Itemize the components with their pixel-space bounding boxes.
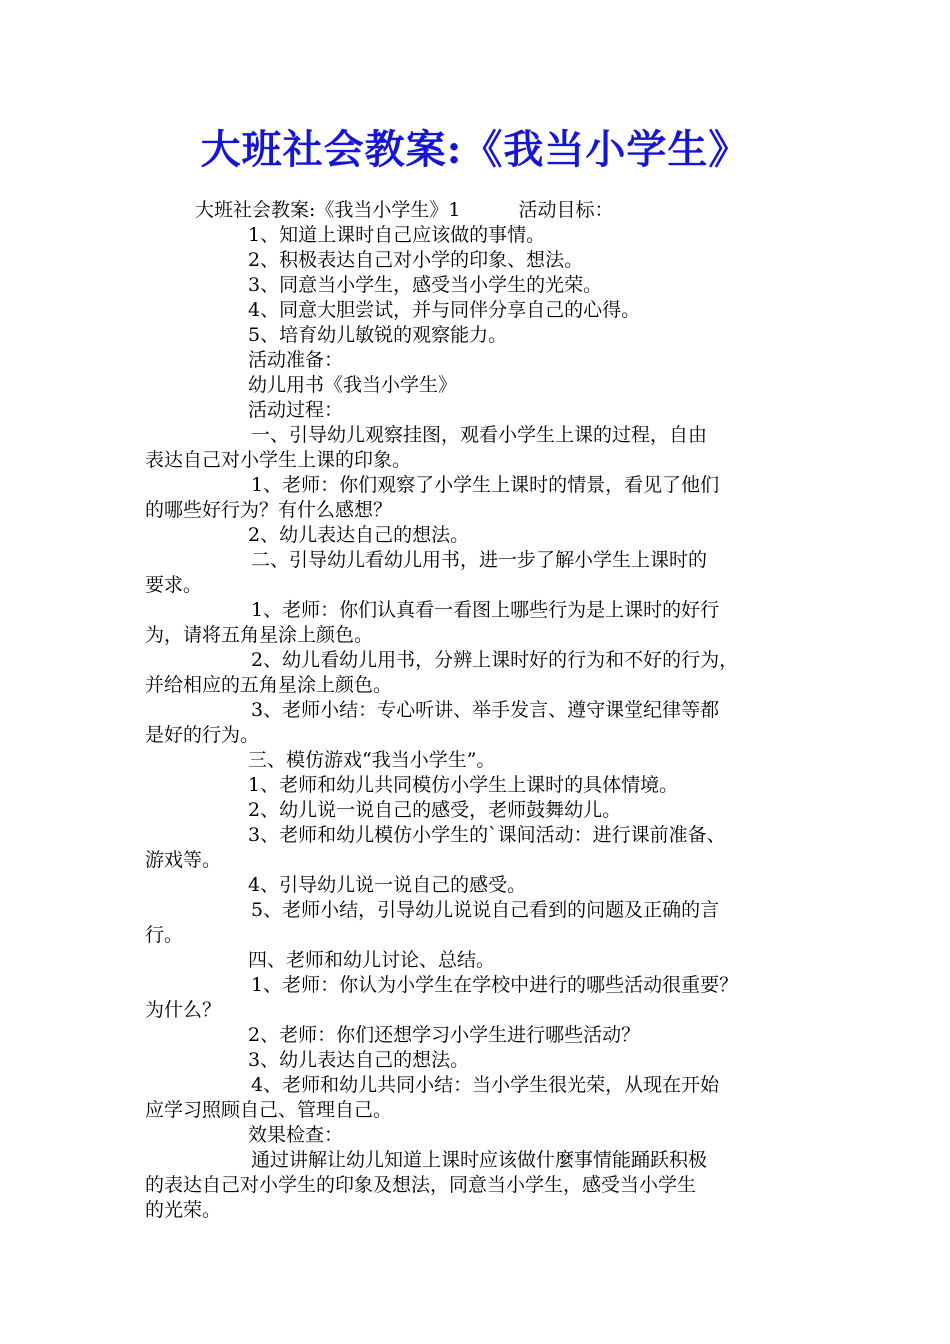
- body-line-tail: 活动目标：: [518, 199, 614, 221]
- body-line: [145, 723, 825, 748]
- body-line: [145, 823, 825, 848]
- body-line-text: 2、积极表达自己对小学的印象、想法。: [248, 249, 584, 271]
- body-line-text: 活动过程：: [248, 399, 344, 421]
- body-line: [145, 898, 825, 923]
- body-line: [145, 348, 825, 373]
- body-line-text: 3、幼儿表达自己的想法。: [248, 1049, 470, 1071]
- body-line-text: 并给相应的五角星涂上颜色。: [145, 674, 393, 696]
- body-line: [145, 1148, 825, 1173]
- body-line-text: 4、同意大胆尝试，并与同伴分享自己的心得。: [248, 299, 641, 321]
- body-line-text: 3、老师小结：专心听讲、举手发言、遵守课堂纪律等都: [251, 699, 720, 721]
- body-line-text: 表达自己对小学生上课的印象。: [145, 449, 412, 471]
- body-line: [145, 773, 825, 798]
- body-line: [145, 848, 825, 873]
- body-line: [145, 973, 825, 998]
- body-line-text: 通过讲解让幼儿知道上课时应该做什麼事情能踊跃积极: [251, 1149, 708, 1171]
- body-line-text: 四、老师和幼儿讨论、总结。: [248, 949, 496, 971]
- body-line-text: 2、幼儿说一说自己的感受，老师鼓舞幼儿。: [248, 799, 622, 821]
- body-line-text: 为，请将五角星涂上颜色。: [145, 624, 374, 646]
- body-line-text: 行。: [145, 924, 184, 946]
- body-line: [145, 998, 825, 1023]
- body-line-text: 效果检查：: [248, 1124, 344, 1146]
- body-line-text: 1、老师和幼儿共同模仿小学生上课时的具体情境。: [248, 774, 679, 796]
- body-line-text: 1、老师：你们认真看一看图上哪些行为是上课时的好行: [251, 599, 720, 621]
- body-line-text: 1、老师：你们观察了小学生上课时的情景，看见了他们: [251, 474, 720, 496]
- body-line-text: 3、同意当小学生，感受当小学生的光荣。: [248, 274, 603, 296]
- body-line-text: 一、引导幼儿观察挂图，观看小学生上课的过程，自由: [251, 424, 708, 446]
- body-line: [145, 673, 825, 698]
- body-line: [145, 273, 825, 298]
- body-line-text: 5、培育幼儿敏锐的观察能力。: [248, 324, 508, 346]
- body-line-text: 的哪些好行为？有什么感想？: [145, 499, 393, 521]
- body-line: [145, 1098, 825, 1123]
- body-line: [145, 648, 825, 673]
- body-line-text: 1、老师：你认为小学生在学校中进行的哪些活动很重要？: [251, 974, 739, 996]
- body-line-text: 要求。: [145, 574, 203, 596]
- body-line-text: 活动准备：: [248, 349, 344, 371]
- body-line-text: 2、幼儿看幼儿用书，分辨上课时好的行为和不好的行为，: [251, 649, 739, 671]
- body-line-text: 是好的行为。: [145, 724, 260, 746]
- body-line-text: 幼儿用书《我当小学生》: [248, 374, 458, 396]
- body-line: [145, 1023, 825, 1048]
- body-line: [145, 423, 825, 448]
- body-line: [145, 373, 825, 398]
- body-line: [145, 398, 825, 423]
- body-line: [145, 198, 825, 223]
- body-line: [145, 623, 825, 648]
- body-line: [145, 923, 825, 948]
- body-line: [145, 448, 825, 473]
- body-line: [145, 548, 825, 573]
- body-line: [145, 1123, 825, 1148]
- body-line: [145, 1048, 825, 1073]
- body-line: [145, 698, 825, 723]
- body-line-text: 2、老师：你们还想学习小学生进行哪些活动？: [248, 1024, 641, 1046]
- body-line-text: 大班社会教案:《我当小学生》1: [195, 199, 461, 221]
- body-line: [145, 573, 825, 598]
- body-line: [145, 1073, 825, 1098]
- body-line: [145, 748, 825, 773]
- body-line-text: 3、老师和幼儿模仿小学生的`课间活动：进行课前准备、: [248, 824, 726, 846]
- body-line: [145, 248, 825, 273]
- body-line-text: 的表达自己对小学生的印象及想法，同意当小学生，感受当小学生: [145, 1174, 697, 1196]
- body-line: [145, 473, 825, 498]
- body-line: [145, 598, 825, 623]
- body-line: [145, 323, 825, 348]
- body-line-text: 二、引导幼儿看幼儿用书，进一步了解小学生上课时的: [251, 549, 708, 571]
- body-line-text: 游戏等。: [145, 849, 222, 871]
- body-line-text: 为什么？: [145, 999, 222, 1021]
- body-line: [145, 298, 825, 323]
- body-line: [145, 873, 825, 898]
- body-line: [145, 948, 825, 973]
- body-line: [145, 523, 825, 548]
- document-title: 大班社会教案:《我当小学生》: [200, 126, 750, 173]
- document-body: [145, 198, 825, 1223]
- body-line-text: 1、知道上课时自己应该做的事情。: [248, 224, 546, 246]
- body-line-text: 4、老师和幼儿共同小结：当小学生很光荣，从现在开始: [251, 1074, 720, 1096]
- body-line: [145, 1198, 825, 1223]
- body-line: [145, 1173, 825, 1198]
- body-line: [145, 223, 825, 248]
- body-line-text: 三、模仿游戏“我当小学生”。: [248, 749, 496, 771]
- body-line-text: 的光荣。: [145, 1199, 222, 1221]
- body-line-text: 2、幼儿表达自己的想法。: [248, 524, 470, 546]
- body-line-text: 5、老师小结，引导幼儿说说自己看到的问题及正确的言: [251, 899, 720, 921]
- body-line-text: 4、引导幼儿说一说自己的感受。: [248, 874, 527, 896]
- body-line: [145, 498, 825, 523]
- body-line: [145, 798, 825, 823]
- body-line-text: 应学习照顾自己、管理自己。: [145, 1099, 393, 1121]
